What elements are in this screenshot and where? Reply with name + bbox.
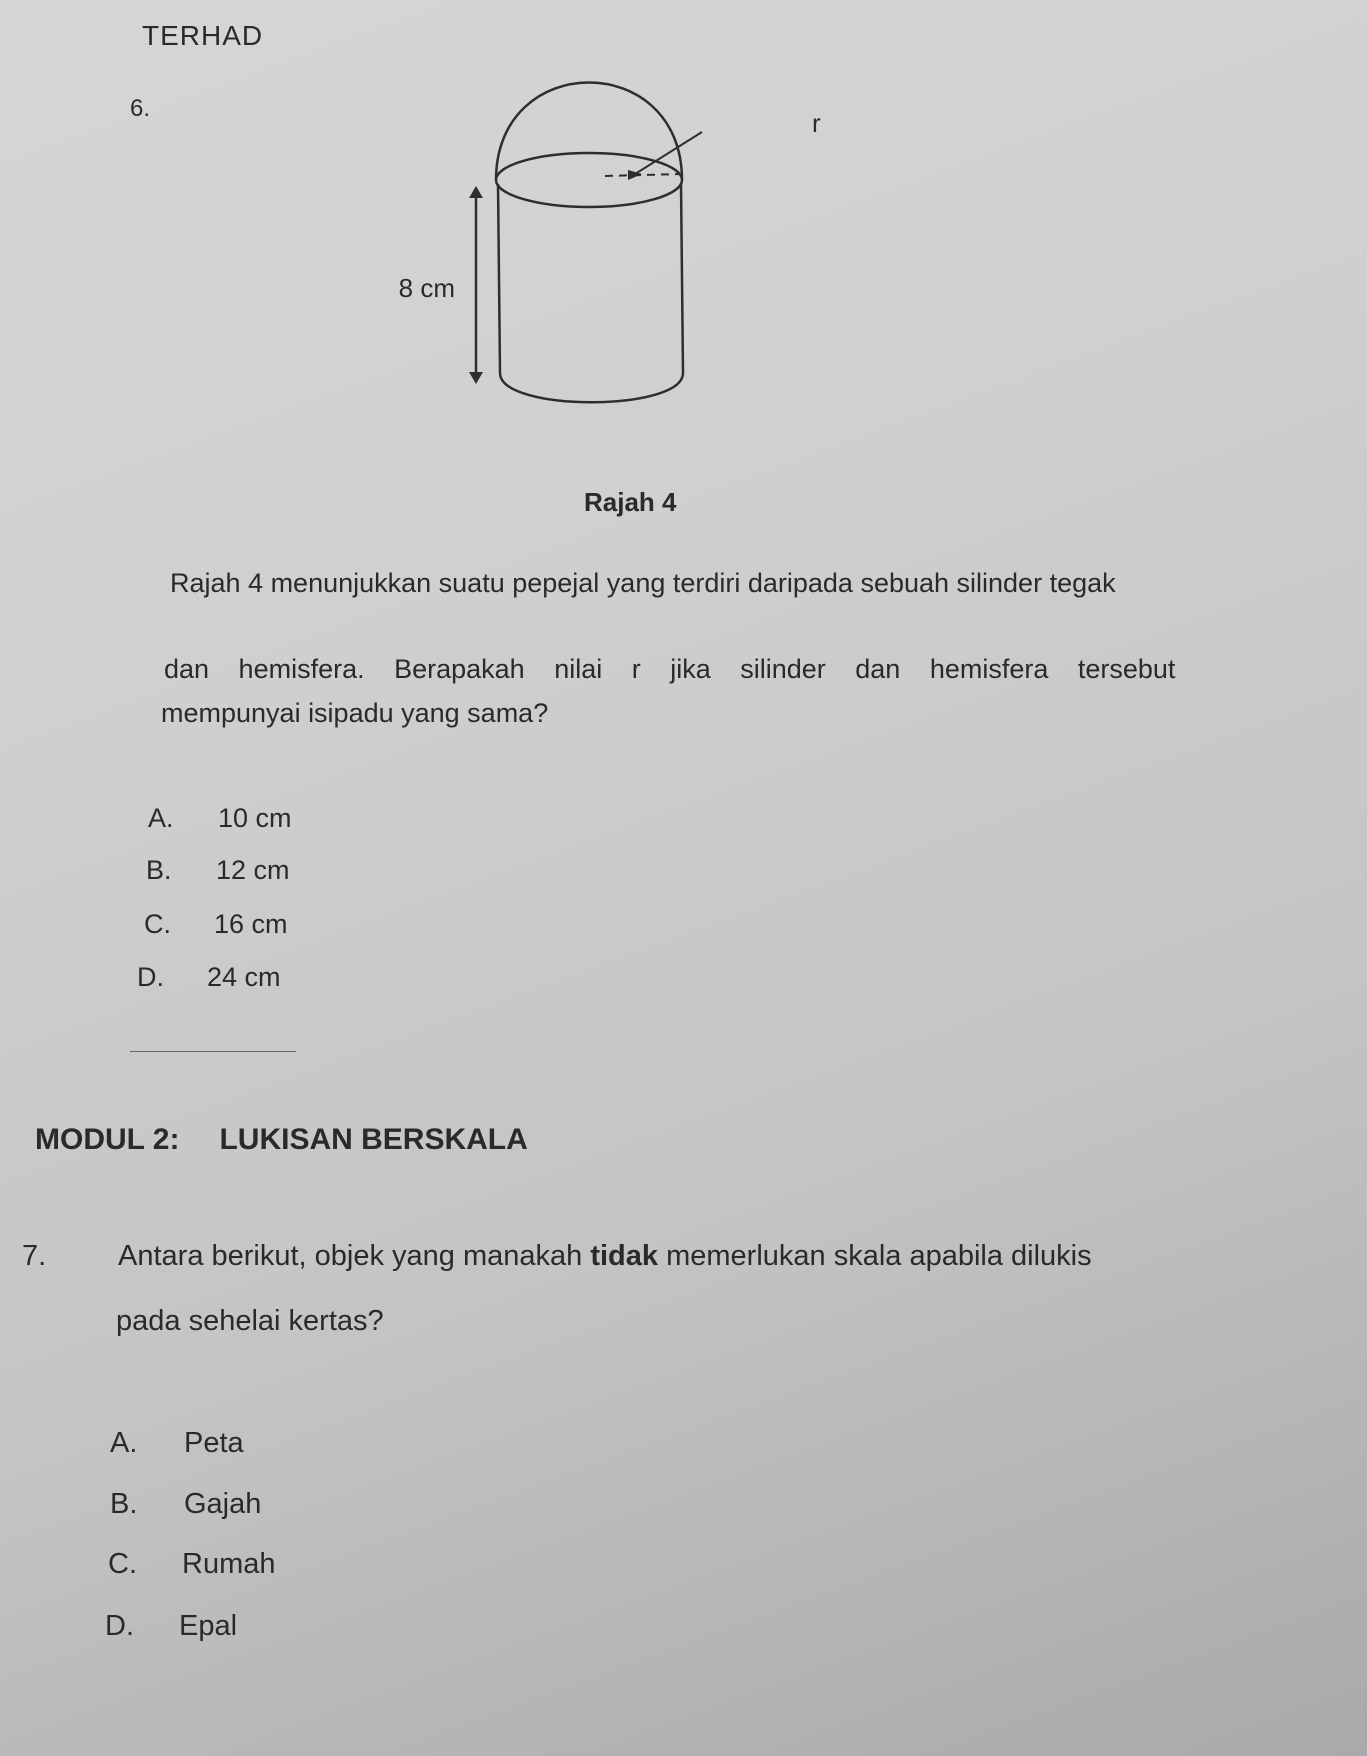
option-text: 16 cm <box>214 909 288 939</box>
radius-dashed-line <box>605 174 682 176</box>
option-text: Peta <box>184 1427 244 1459</box>
module-label: MODUL 2: <box>35 1123 180 1156</box>
option-text: Epal <box>179 1610 238 1642</box>
question-7-option-a[interactable] <box>110 1427 244 1460</box>
cylinder-hemisphere-figure <box>398 70 840 430</box>
question-6-option-a[interactable] <box>148 803 292 834</box>
radius-leader-line <box>632 132 702 176</box>
question-6-number: 6. <box>130 95 151 122</box>
question-7-text-line-2: pada sehelai kertas? <box>116 1305 384 1337</box>
option-letter: B. <box>110 1488 138 1520</box>
option-letter: B. <box>146 855 172 885</box>
question-7-option-d[interactable] <box>105 1610 237 1643</box>
module-title: LUKISAN BERSKALA <box>219 1123 528 1156</box>
height-arrow-down <box>469 372 483 384</box>
question-6-option-c[interactable] <box>144 909 288 940</box>
option-letter: C. <box>144 909 171 939</box>
question-7-text-emphasis: tidak <box>590 1240 659 1272</box>
height-arrow-up <box>469 186 483 198</box>
question-7-number: 7. <box>22 1240 47 1272</box>
question-6-option-b[interactable] <box>146 855 290 886</box>
height-label: 8 cm <box>398 273 455 303</box>
question-6-text-line-1: Rajah 4 menunjukkan suatu pepejal yang terdiri daripada sebuah silinder tegak <box>170 568 1116 598</box>
question-6-text-line-3: mempunyai isipadu yang sama? <box>161 698 549 728</box>
cylinder-left-side <box>498 184 500 373</box>
question-7-text-end: memerlukan skala apabila dilukis <box>658 1240 1092 1272</box>
option-text: 12 cm <box>216 855 290 885</box>
classification-label: TERHAD <box>142 20 264 51</box>
option-letter: A. <box>148 803 174 833</box>
radius-label: r <box>812 108 821 138</box>
figure-caption: Rajah 4 <box>584 487 677 517</box>
option-letter: A. <box>110 1427 138 1459</box>
hemisphere-outline <box>496 83 682 181</box>
option-text: Rumah <box>182 1548 276 1580</box>
option-text: 10 cm <box>218 803 292 833</box>
cylinder-bottom-curve <box>500 373 683 402</box>
question-6-option-d[interactable] <box>137 962 281 993</box>
question-6-text-line-2: dan hemisfera. Berapakah nilai r jika silinder dan hemisfera tersebut <box>164 654 1176 684</box>
section-divider <box>130 1051 296 1052</box>
question-7-option-b[interactable] <box>110 1488 261 1521</box>
option-letter: D. <box>105 1610 134 1642</box>
module-heading <box>35 1123 528 1157</box>
question-7-text-start: Antara berikut, objek yang manakah <box>118 1240 591 1272</box>
option-text: 24 cm <box>207 962 281 992</box>
option-text: Gajah <box>184 1488 262 1520</box>
option-letter: C. <box>108 1548 137 1580</box>
cylinder-right-side <box>681 184 683 373</box>
question-7-text-line-1 <box>118 1240 1092 1273</box>
question-7-option-c[interactable] <box>108 1548 276 1581</box>
option-letter: D. <box>137 962 164 992</box>
